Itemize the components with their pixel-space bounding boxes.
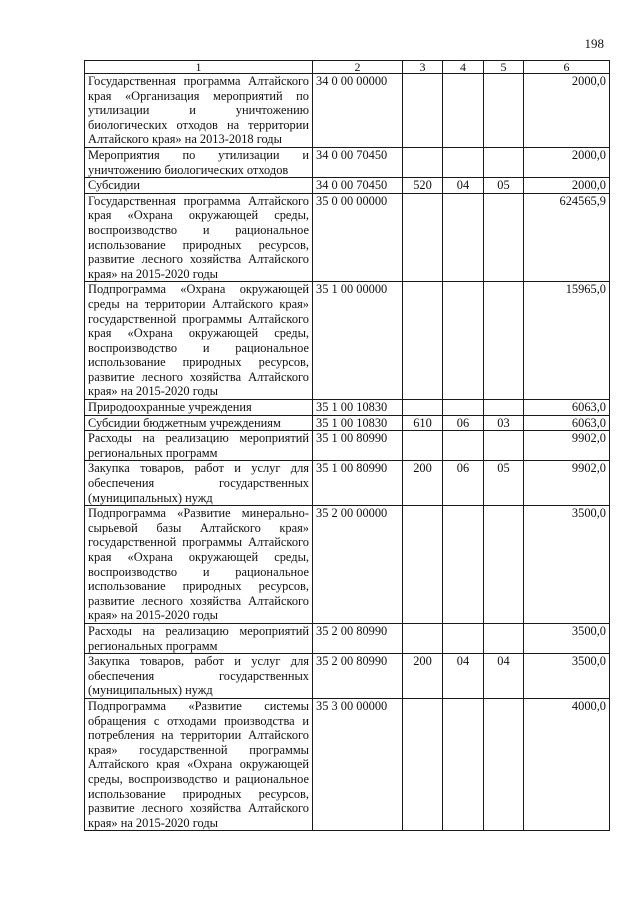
row-name-cell: Подпрограмма «Развитие системы обращения с отходами производства и потребления на территории Алтайского края» государственной программы Алтайского края «Охрана окружающей среды, воспроизводство и рациональное использование природных ресурсов, развитие лесного хозяйства Алтайского края» на 2015-2020 годы [85, 698, 313, 830]
row-name-cell: Расходы на реализацию мероприятий региональных программ [85, 623, 313, 653]
row-sum-cell: 6063,0 [524, 400, 610, 416]
row-pr-cell [484, 431, 524, 461]
row-rz-cell [443, 193, 484, 282]
header-cell: 4 [443, 61, 484, 74]
row-vr-cell [403, 506, 443, 624]
row-sum-cell: 3500,0 [524, 654, 610, 699]
row-code-cell: 35 1 00 10830 [313, 415, 403, 431]
row-name-cell: Расходы на реализацию мероприятий региональных программ [85, 431, 313, 461]
budget-table [84, 60, 610, 831]
row-name-cell: Мероприятия по утилизации и уничтожению биологических отходов [85, 147, 313, 177]
row-vr-cell: 200 [403, 461, 443, 506]
row-code-cell: 35 3 00 00000 [313, 698, 403, 830]
row-pr-cell [484, 698, 524, 830]
row-sum-cell: 2000,0 [524, 147, 610, 177]
row-name-cell: Закупка товаров, работ и услуг для обеспечения государственных (муниципальных) нужд [85, 461, 313, 506]
header-cell: 6 [524, 61, 610, 74]
row-sum-cell: 9902,0 [524, 431, 610, 461]
row-code-cell: 35 2 00 80990 [313, 654, 403, 699]
row-sum-cell: 2000,0 [524, 178, 610, 194]
row-code-cell: 35 1 00 00000 [313, 282, 403, 400]
row-pr-cell [484, 623, 524, 653]
row-sum-cell: 15965,0 [524, 282, 610, 400]
table-row [85, 193, 610, 282]
table-row [85, 282, 610, 400]
row-name-cell: Закупка товаров, работ и услуг для обеспечения государственных (муниципальных) нужд [85, 654, 313, 699]
row-vr-cell: 610 [403, 415, 443, 431]
row-rz-cell [443, 74, 484, 148]
page-number: 198 [584, 36, 604, 51]
row-pr-cell [484, 74, 524, 148]
row-vr-cell [403, 400, 443, 416]
table-row [85, 400, 610, 416]
header-cell: 5 [484, 61, 524, 74]
row-vr-cell [403, 282, 443, 400]
row-vr-cell [403, 623, 443, 653]
row-vr-cell [403, 698, 443, 830]
row-pr-cell: 04 [484, 654, 524, 699]
row-sum-cell: 624565,9 [524, 193, 610, 282]
row-code-cell: 35 1 00 80990 [313, 461, 403, 506]
row-rz-cell [443, 623, 484, 653]
table-row [85, 431, 610, 461]
row-code-cell: 35 1 00 10830 [313, 400, 403, 416]
row-sum-cell: 6063,0 [524, 415, 610, 431]
row-sum-cell: 4000,0 [524, 698, 610, 830]
row-sum-cell: 2000,0 [524, 74, 610, 148]
row-code-cell: 35 0 00 00000 [313, 193, 403, 282]
row-vr-cell: 200 [403, 654, 443, 699]
row-pr-cell [484, 506, 524, 624]
row-sum-cell: 9902,0 [524, 461, 610, 506]
row-code-cell: 35 2 00 80990 [313, 623, 403, 653]
row-sum-cell: 3500,0 [524, 506, 610, 624]
header-cell: 3 [403, 61, 443, 74]
row-pr-cell [484, 147, 524, 177]
row-vr-cell [403, 74, 443, 148]
row-rz-cell [443, 282, 484, 400]
row-pr-cell: 03 [484, 415, 524, 431]
row-vr-cell [403, 147, 443, 177]
row-pr-cell [484, 193, 524, 282]
header-row [85, 61, 610, 74]
row-rz-cell: 06 [443, 461, 484, 506]
row-name-cell: Государственная программа Алтайского края «Организация мероприятий по утилизации и уничтожению биологических отходов на территории Алтайского края» на 2013-2018 годы [85, 74, 313, 148]
table-row [85, 147, 610, 177]
row-rz-cell: 04 [443, 178, 484, 194]
table-row [85, 178, 610, 194]
row-pr-cell [484, 282, 524, 400]
row-sum-cell: 3500,0 [524, 623, 610, 653]
row-vr-cell: 520 [403, 178, 443, 194]
row-name-cell: Подпрограмма «Охрана окружающей среды на территории Алтайского края» государственной программы Алтайского края «Охрана окружающей среды, воспроизводство и рациональное использование природных ресурсов, развитие лесного хозяйства Алтайского края» на 2015-2020 годы [85, 282, 313, 400]
row-pr-cell: 05 [484, 178, 524, 194]
table-row [85, 506, 610, 624]
row-name-cell: Подпрограмма «Развитие минерально-сырьевой базы Алтайского края» государственной программы Алтайского края «Охрана окружающей среды, воспроизводство и рациональное использование природных ресурсов, развитие лесного хозяйства Алтайского края» на 2015-2020 годы [85, 506, 313, 624]
table-row [85, 623, 610, 653]
row-name-cell: Государственная программа Алтайского края «Охрана окружающей среды, воспроизводство и рациональное использование природных ресурсов, развитие лесного хозяйства Алтайского края» на 2015-2020 годы [85, 193, 313, 282]
row-code-cell: 34 0 00 70450 [313, 178, 403, 194]
row-code-cell: 34 0 00 00000 [313, 74, 403, 148]
row-pr-cell [484, 400, 524, 416]
row-rz-cell [443, 506, 484, 624]
row-rz-cell: 06 [443, 415, 484, 431]
header-cell: 1 [85, 61, 313, 74]
row-name-cell: Субсидии [85, 178, 313, 194]
row-code-cell: 35 2 00 00000 [313, 506, 403, 624]
table-row [85, 654, 610, 699]
row-pr-cell: 05 [484, 461, 524, 506]
row-rz-cell [443, 400, 484, 416]
table-row [85, 74, 610, 148]
row-vr-cell [403, 431, 443, 461]
row-vr-cell [403, 193, 443, 282]
table-row [85, 461, 610, 506]
row-rz-cell [443, 431, 484, 461]
header-cell: 2 [313, 61, 403, 74]
row-code-cell: 34 0 00 70450 [313, 147, 403, 177]
row-name-cell: Природоохранные учреждения [85, 400, 313, 416]
row-code-cell: 35 1 00 80990 [313, 431, 403, 461]
row-rz-cell [443, 147, 484, 177]
table-row [85, 698, 610, 830]
table-row [85, 415, 610, 431]
row-name-cell: Субсидии бюджетным учреждениям [85, 415, 313, 431]
row-rz-cell: 04 [443, 654, 484, 699]
row-rz-cell [443, 698, 484, 830]
